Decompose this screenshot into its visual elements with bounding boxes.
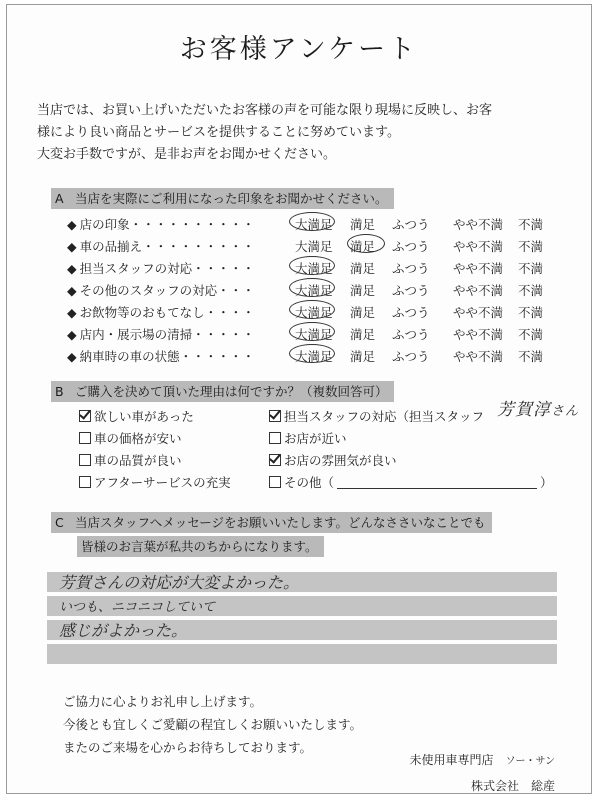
section-letter: A <box>55 191 64 206</box>
rating-label-text: 店内・展示場の清掃・・・・・ <box>79 327 255 342</box>
rating-label-text: 店の印象・・・・・・・・・・ <box>79 217 255 232</box>
rating-option[interactable]: やや不満 <box>453 327 504 342</box>
reason-label: お店が近い <box>284 431 347 446</box>
selected-circle-mark <box>289 278 335 297</box>
message-line <box>47 596 557 616</box>
staff-name: 芳賀淳 <box>497 400 551 420</box>
rating-row <box>67 257 567 279</box>
intro-line: 大変お手数ですが、是非お声をお聞かせください。 <box>37 147 337 162</box>
reason-item[interactable] <box>269 407 484 425</box>
rating-label <box>67 259 255 277</box>
section-c-header <box>51 512 492 533</box>
section-c <box>51 512 492 557</box>
survey-sheet <box>6 4 592 794</box>
rating-label <box>67 303 255 321</box>
intro-line: 様により良い商品とサービスを提供することに努めています。 <box>37 125 400 140</box>
section-c-subheader <box>77 536 324 557</box>
rating-row <box>67 235 567 257</box>
shop-line: 未使用車専門店 <box>409 753 494 767</box>
reason-item[interactable] <box>79 407 194 425</box>
section-question: ご購入を決めて頂いた理由は何ですか？（複数回答可） <box>75 384 388 399</box>
reason-item[interactable] <box>79 429 182 447</box>
section-letter: C <box>55 515 64 530</box>
staff-suffix: さん <box>551 404 580 419</box>
rating-option[interactable]: ふつう <box>392 283 430 298</box>
rating-option[interactable]: 不満 <box>518 283 544 298</box>
diamond-bullet-icon: ◆ <box>67 305 77 320</box>
reason-label: 車の品質が良い <box>94 453 182 468</box>
selected-circle-mark <box>289 300 335 319</box>
reason-item[interactable] <box>79 473 231 491</box>
checkbox[interactable] <box>269 454 281 466</box>
rating-row <box>67 323 567 345</box>
rating-label <box>67 281 255 299</box>
rating-option[interactable]: 不満 <box>518 217 544 232</box>
checkbox[interactable] <box>79 432 91 444</box>
diamond-bullet-icon: ◆ <box>67 217 77 232</box>
rating-option[interactable]: 不満 <box>518 327 544 342</box>
staff-name-handwritten <box>497 395 579 420</box>
rating-option[interactable]: ふつう <box>392 261 430 276</box>
rating-option[interactable]: 大満足 <box>295 305 333 320</box>
checkbox[interactable] <box>269 410 281 422</box>
rating-option[interactable]: やや不満 <box>453 239 504 254</box>
message-line <box>47 644 557 664</box>
shop-signature <box>409 748 555 798</box>
closing-line: またのご来場を心からお待ちしております。 <box>63 740 313 755</box>
shop-sub: ソー・サン <box>505 756 555 767</box>
closing-line: 今後とも宜しくご愛顧の程宜しくお願いいたします。 <box>63 717 363 732</box>
selected-circle-mark <box>289 256 335 275</box>
rating-label <box>67 237 255 255</box>
message-text: いつも、ニコニコしていて <box>59 600 216 615</box>
rating-option[interactable]: 不満 <box>518 349 544 364</box>
rating-option[interactable]: 大満足 <box>295 327 333 342</box>
rating-table <box>67 213 567 367</box>
checkbox[interactable] <box>79 476 91 488</box>
rating-option[interactable]: 満足 <box>350 305 376 320</box>
diamond-bullet-icon: ◆ <box>67 261 77 276</box>
selected-circle-mark <box>289 212 335 231</box>
reason-item[interactable] <box>269 429 347 447</box>
reason-label: お店の雰囲気が良い <box>284 453 397 468</box>
rating-option[interactable]: ふつう <box>392 217 430 232</box>
reason-item[interactable] <box>79 451 182 469</box>
rating-option[interactable]: やや不満 <box>453 283 504 298</box>
rating-row <box>67 213 567 235</box>
selected-circle-mark <box>347 234 385 253</box>
rating-option[interactable]: ふつう <box>392 349 430 364</box>
rating-option[interactable]: 不満 <box>518 305 544 320</box>
rating-label <box>67 215 255 233</box>
rating-option[interactable]: 満足 <box>350 261 376 276</box>
reason-label: 担当スタッフの対応（担当スタッフ <box>284 409 485 424</box>
rating-option[interactable]: ふつう <box>392 327 430 342</box>
rating-option[interactable]: 大満足 <box>295 217 333 232</box>
reason-label: 欲しい車があった <box>94 409 194 424</box>
intro-line: 当店では、お買い上げいただいたお客様の声を可能な限り現場に反映し、お客 <box>37 103 493 118</box>
rating-label-text: 納車時の車の状態・・・・・・ <box>79 349 255 364</box>
company-name: 株式会社 総産 <box>470 779 555 793</box>
rating-option[interactable]: 不満 <box>518 239 544 254</box>
other-input-line[interactable] <box>337 476 537 489</box>
selected-circle-mark <box>289 322 335 341</box>
message-line <box>47 572 557 592</box>
rating-row <box>67 301 567 323</box>
diamond-bullet-icon: ◆ <box>67 327 77 342</box>
diamond-bullet-icon: ◆ <box>67 239 77 254</box>
message-text: 感じがよかった。 <box>59 621 188 640</box>
section-b-header <box>51 381 394 402</box>
checkbox[interactable] <box>79 454 91 466</box>
diamond-bullet-icon: ◆ <box>67 349 77 364</box>
rating-label-text: お飲物等のおもてなし・・・・ <box>79 305 255 320</box>
selected-circle-mark <box>289 344 335 363</box>
section-letter: B <box>55 384 64 399</box>
rating-label <box>67 347 255 365</box>
reason-label: アフターサービスの充実 <box>94 475 231 490</box>
message-text: 芳賀さんの対応が大変よかった。 <box>59 573 300 592</box>
reason-label: 車の価格が安い <box>94 431 182 446</box>
rating-option[interactable]: 不満 <box>518 261 544 276</box>
rating-row <box>67 345 567 367</box>
closing-line: ご協力に心よりお礼申し上げます。 <box>63 694 263 709</box>
checkbox[interactable] <box>79 410 91 422</box>
reason-item[interactable] <box>269 473 553 491</box>
rating-option[interactable]: やや不満 <box>453 305 504 320</box>
message-box[interactable] <box>47 572 557 668</box>
closing-text <box>63 690 362 759</box>
reason-item[interactable] <box>269 451 397 469</box>
diamond-bullet-icon: ◆ <box>67 283 77 298</box>
rating-label-text: その他のスタッフの対応・・・ <box>79 283 255 298</box>
rating-label-text: 車の品揃え・・・・・・・・・ <box>79 239 255 254</box>
section-subtext: 皆様のお言葉が私共のちからになります。 <box>81 539 318 554</box>
message-line <box>47 620 557 640</box>
rating-row <box>67 279 567 301</box>
rating-option[interactable]: 満足 <box>350 349 376 364</box>
reason-label: その他（ <box>284 475 335 490</box>
rating-option[interactable]: 満足 <box>350 327 376 342</box>
rating-option[interactable]: 大満足 <box>295 283 333 298</box>
rating-option[interactable]: ふつう <box>392 305 430 320</box>
rating-option[interactable]: 大満足 <box>295 261 333 276</box>
checkbox[interactable] <box>269 432 281 444</box>
checkbox[interactable] <box>269 476 281 488</box>
rating-option[interactable]: ふつう <box>392 239 430 254</box>
page-title: お客様アンケート <box>179 34 419 65</box>
intro-text <box>37 100 577 166</box>
rating-label-text: 担当スタッフの対応・・・・・ <box>79 261 255 276</box>
rating-option[interactable]: やや不満 <box>453 349 504 364</box>
rating-option[interactable]: 満足 <box>350 217 376 232</box>
rating-option[interactable]: 満足 <box>350 283 376 298</box>
rating-option[interactable]: 満足 <box>350 239 376 254</box>
rating-option[interactable]: 大満足 <box>295 239 333 254</box>
other-close: ） <box>540 475 553 490</box>
section-question: 当店を実際にご利用になった印象をお聞かせください。 <box>75 191 388 206</box>
rating-label <box>67 325 255 343</box>
rating-option[interactable]: 大満足 <box>295 349 333 364</box>
section-a-header <box>51 188 394 209</box>
section-question: 当店スタッフへメッセージをお願いいたします。どんなささいなことでも <box>75 515 486 530</box>
rating-option[interactable]: やや不満 <box>453 217 504 232</box>
rating-option[interactable]: やや不満 <box>453 261 504 276</box>
